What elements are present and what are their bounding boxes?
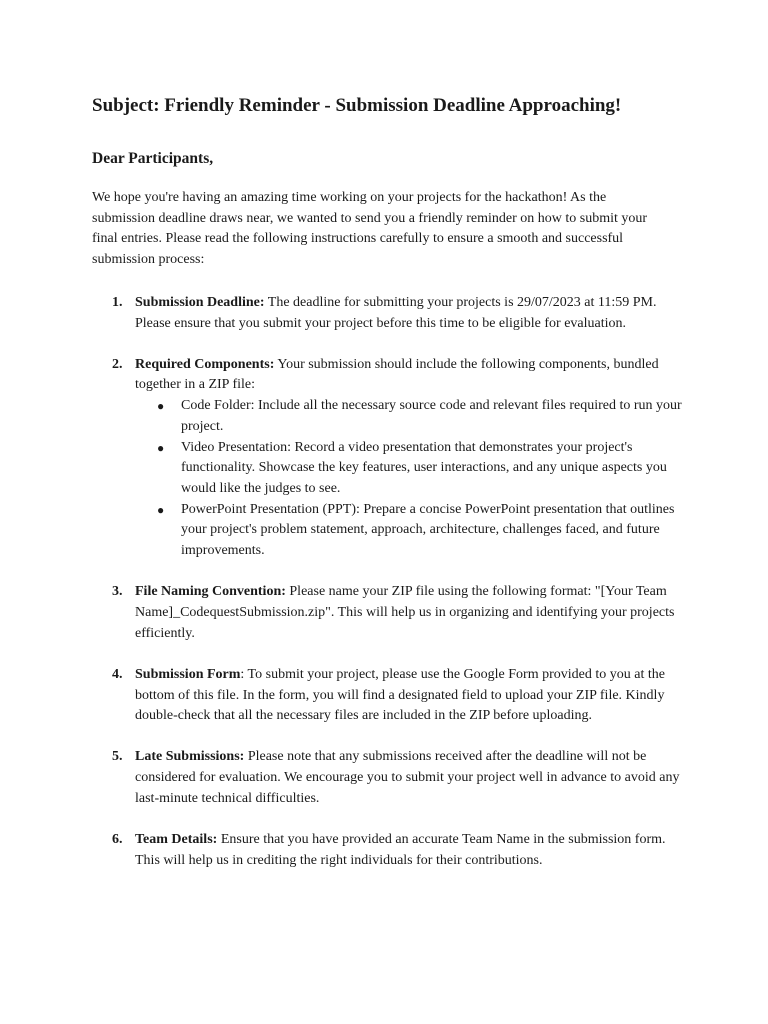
sublist-item-powerpoint bbox=[135, 500, 685, 562]
salutation: Dear Participants, bbox=[92, 150, 214, 167]
sublist-item-text: Code Folder: Include all the necessary source code and relevant files required to run your project. bbox=[181, 398, 682, 434]
bullet-icon: ● bbox=[157, 399, 165, 414]
email-subject: Subject: Friendly Reminder - Submission Deadline Approaching! bbox=[92, 95, 622, 116]
list-number: 3. bbox=[112, 584, 123, 600]
list-item-required-components bbox=[92, 355, 685, 562]
list-item-team-details bbox=[92, 830, 685, 871]
item-title: Team Details: bbox=[135, 832, 218, 848]
list-number: 1. bbox=[112, 294, 123, 310]
document-page bbox=[92, 92, 692, 892]
sublist-item-code-folder bbox=[135, 396, 685, 437]
item-title: Required Components: bbox=[135, 356, 275, 372]
bullet-icon: ● bbox=[157, 502, 165, 517]
list-number: 6. bbox=[112, 832, 123, 848]
item-text: Please name your ZIP file using the following format: "[Your Team Name]_CodequestSubmission.zip". This will help us in organizing and identifying your projects efficiently. bbox=[135, 584, 675, 641]
sublist-item-video-presentation bbox=[135, 438, 685, 500]
list-item-late-submissions bbox=[92, 747, 685, 809]
sublist-item-text: Video Presentation: Record a video presentation that demonstrates your project's functionality. Showcase the key features, user interactions, and any unique aspects you would like the judges to see. bbox=[181, 439, 667, 496]
intro-paragraph: We hope you're having an amazing time working on your projects for the hackathon! As the submission deadline draws near, we wanted to send you a friendly reminder on how to submit your final entries. Please read the following instructions carefully to ensure a smooth and successful submission process: bbox=[92, 190, 648, 268]
list-item-file-naming bbox=[92, 582, 685, 644]
item-text: : To submit your project, please use the Google Form provided to you at the bottom of this file. In the form, you will find a designated field to upload your ZIP file. Kindly double-check that all the necessary files are included in the ZIP before uploading. bbox=[135, 666, 665, 724]
list-number: 4. bbox=[112, 666, 123, 682]
item-text: Your submission should include the following components, bundled together in a ZIP file: bbox=[135, 356, 659, 393]
bullet-icon: ● bbox=[157, 440, 165, 455]
item-text: The deadline for submitting your projects is 29/07/2023 at 11:59 PM. Please ensure that you submit your project before this time to be eligible for evaluation. bbox=[135, 294, 657, 331]
sublist-item-text: PowerPoint Presentation (PPT): Prepare a concise PowerPoint presentation that outlines your project's problem statement, approach, architecture, challenges faced, and future improvements. bbox=[181, 501, 675, 559]
item-title: Submission Deadline: bbox=[135, 294, 265, 310]
list-number: 5. bbox=[112, 749, 123, 765]
list-number: 2. bbox=[112, 356, 123, 372]
list-item-submission-deadline bbox=[92, 293, 685, 334]
item-title: Late Submissions: bbox=[135, 749, 245, 765]
item-text: Ensure that you have provided an accurate Team Name in the submission form. This will help us in crediting the right individuals for their contributions. bbox=[135, 832, 666, 868]
instruction-list bbox=[92, 293, 692, 872]
item-title: Submission Form bbox=[135, 666, 241, 682]
list-item-submission-form bbox=[92, 665, 685, 727]
item-title: File Naming Convention: bbox=[135, 584, 286, 600]
components-sublist bbox=[135, 396, 685, 562]
item-text: Please note that any submissions received after the deadline will not be considered for evaluation. We encourage you to submit your project well in advance to avoid any last-minute technical difficulties. bbox=[135, 749, 680, 806]
